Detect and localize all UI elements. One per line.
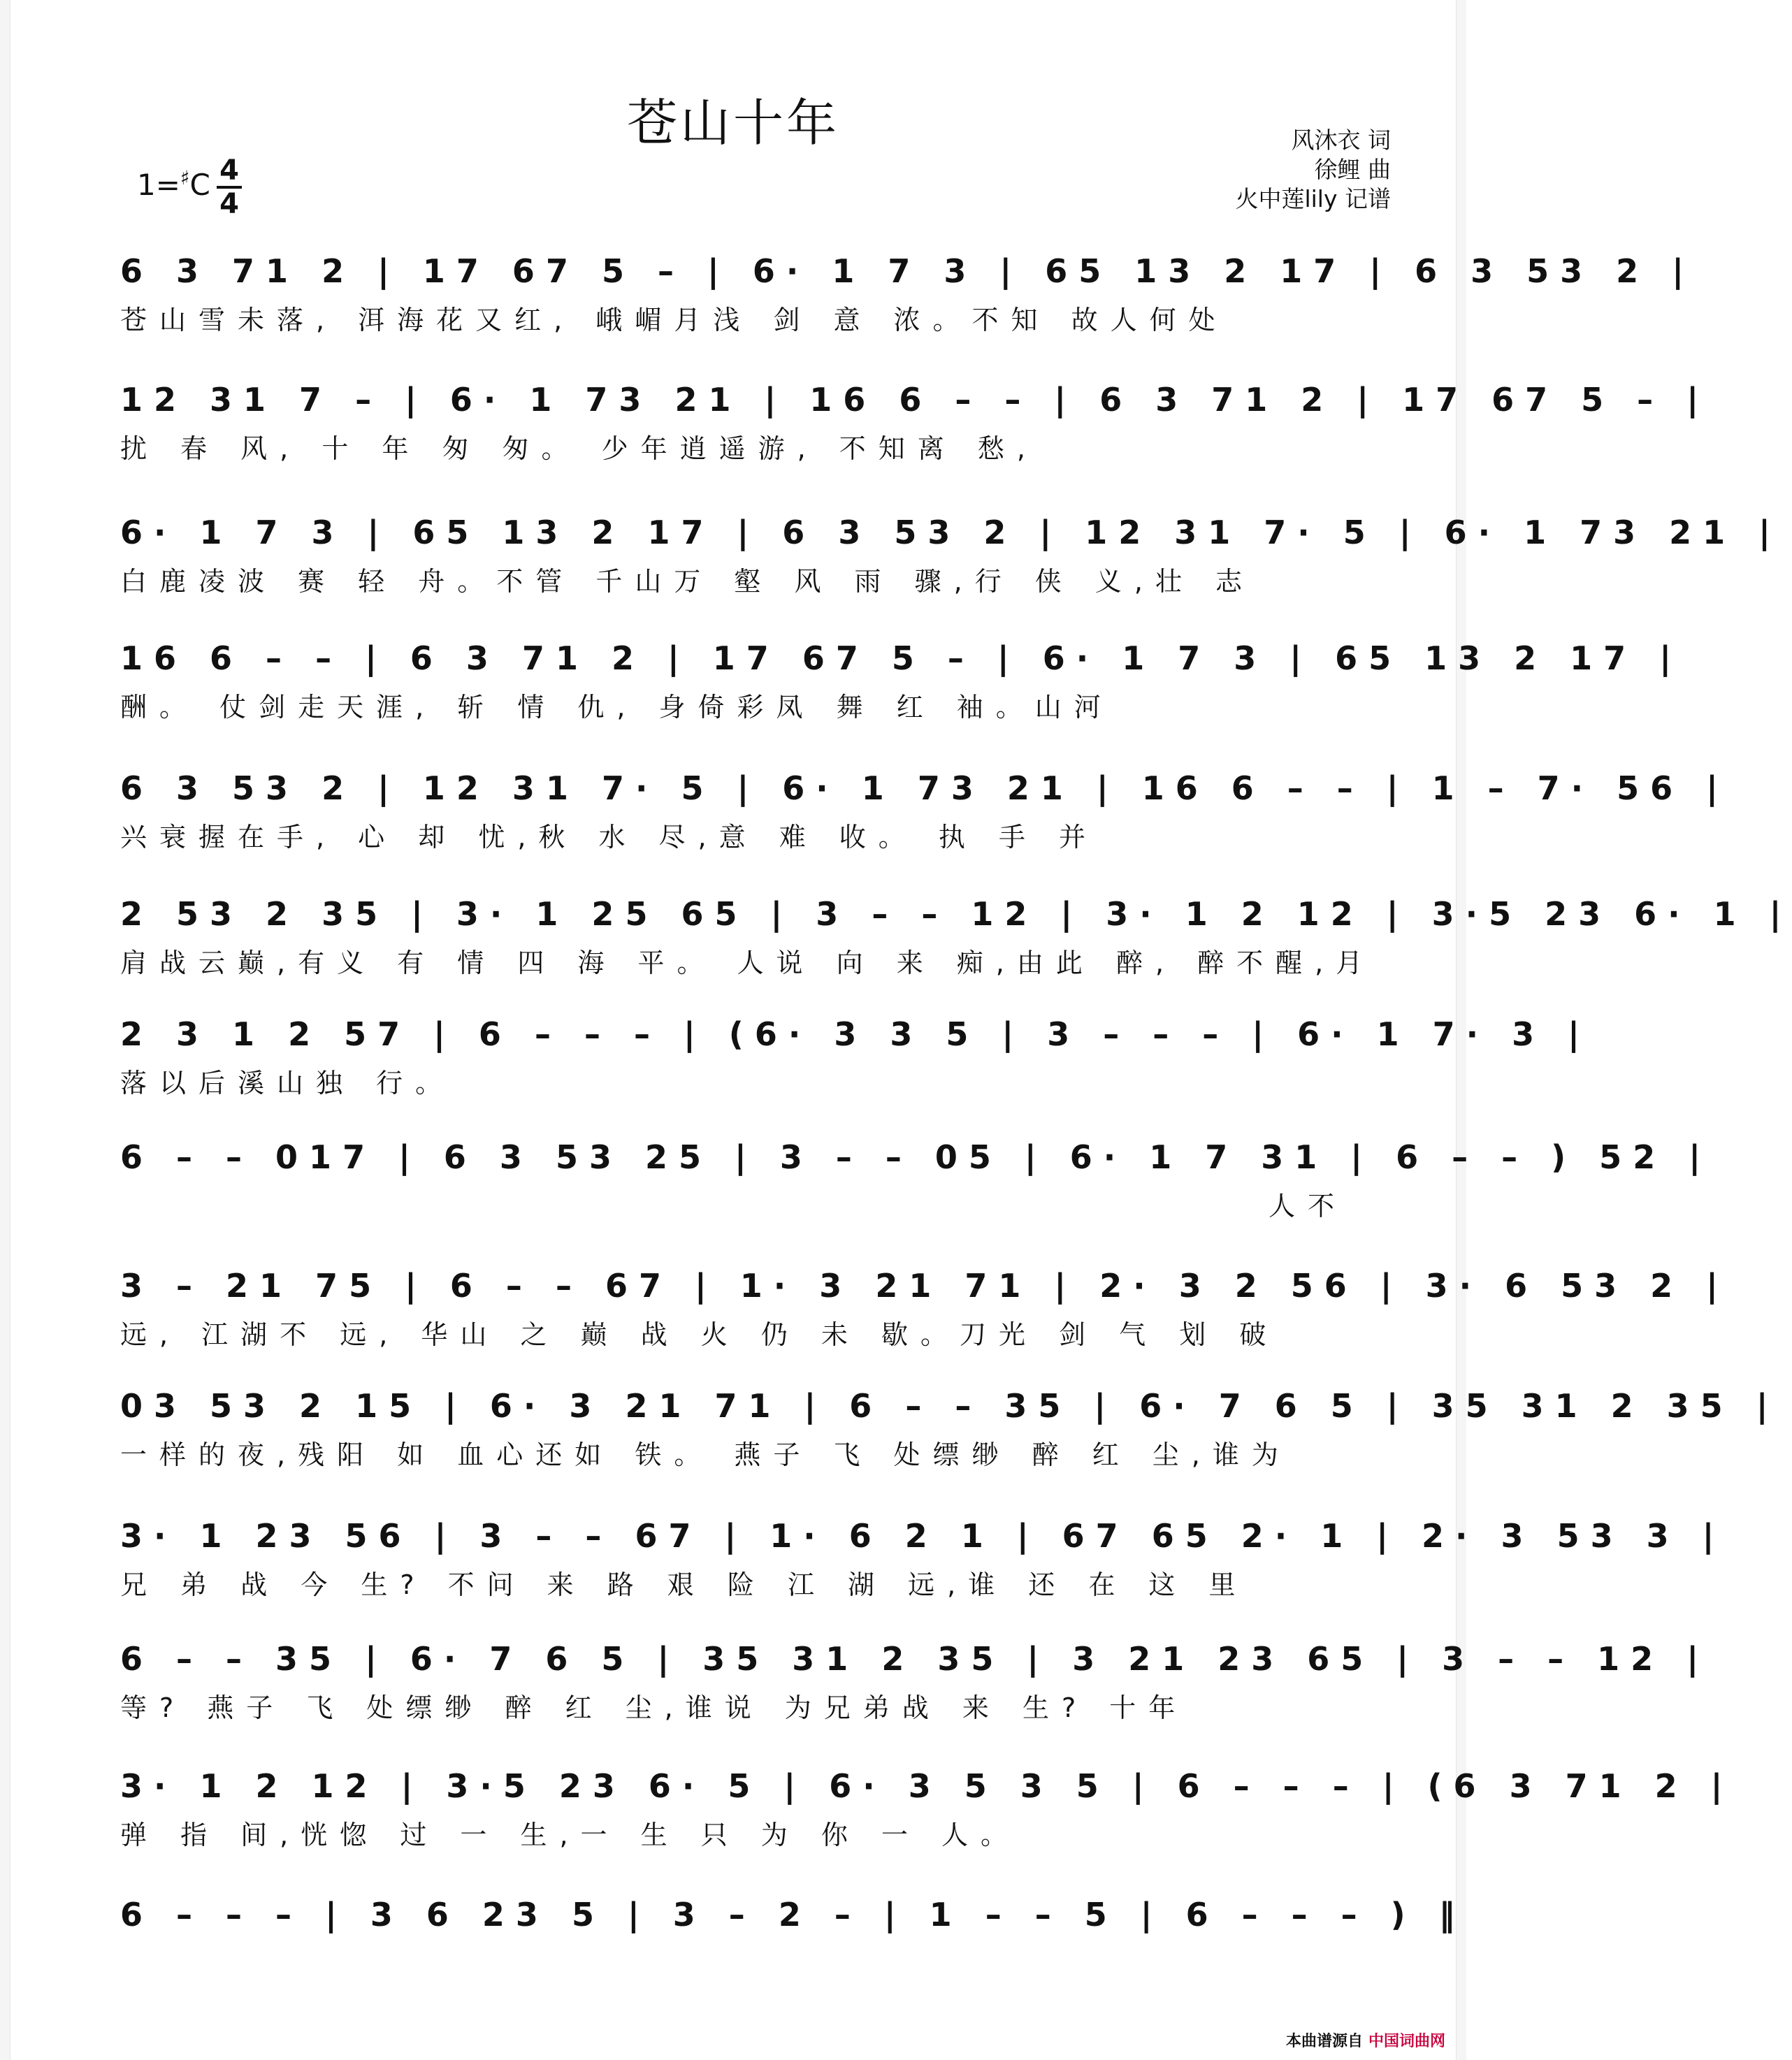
lyrics-line xyxy=(120,1944,1347,1983)
lyrics-line: 扰 春 风, 十 年 匆 匆。 少年逍遥游, 不知离 愁, xyxy=(120,433,1038,464)
score-row xyxy=(120,1758,1734,1877)
notation-line: 03 53 2 15 | 6· 3 21 71 | 6 – – 35 | 6· 7 6 5 | 35 31 2 35 | xyxy=(120,1387,1779,1425)
score-row xyxy=(120,1258,1729,1377)
score-row xyxy=(120,505,1782,623)
notation-line: 6 – – 017 | 6 3 53 25 | 3 – – 05 | 6· 1 7 31 | 6 – – ) 52 | xyxy=(120,1138,1712,1176)
composer-credit: 徐鲤 曲 xyxy=(1314,156,1391,183)
time-denominator: 4 xyxy=(219,188,239,220)
notation-line: 3· 1 2 12 | 3·5 23 6· 5 | 6· 3 5 3 5 | 6 – – – | (6 3 71 2 | xyxy=(120,1767,1734,1805)
notation-line: 6 3 53 2 | 12 31 7· 5 | 6· 1 73 21 | 16 6 – – | 1 – 7· 56 | xyxy=(120,769,1729,807)
notation-line: 2 53 2 35 | 3· 1 25 65 | 3 – – 12 | 3· 1 2 12 | 3·5 23 6· 1 | xyxy=(120,895,1792,933)
notation-line: 3 – 21 75 | 6 – – 67 | 1· 3 21 71 | 2· 3 2 56 | 3· 6 53 2 | xyxy=(120,1267,1729,1305)
source-footer xyxy=(1286,2029,1445,2051)
notation-line: 3· 1 23 56 | 3 – – 67 | 1· 6 2 1 | 67 65 2· 1 | 2· 3 53 3 | xyxy=(120,1517,1726,1555)
site-link[interactable]: 中国词曲网 xyxy=(1368,2033,1445,2050)
score-row xyxy=(120,1378,1779,1497)
sharp-sign: ♯ xyxy=(180,166,190,189)
lyrics-line: 远, 江湖不 远, 华山 之 巅 战 火 仍 未 歇。刀光 剑 气 划 破 xyxy=(120,1319,1279,1350)
score-row xyxy=(120,1887,1466,2005)
score-row xyxy=(120,372,1710,491)
lyrics-line: 白鹿凌波 赛 轻 舟。不管 千山万 壑 风 雨 骤,行 侠 义,壮 志 xyxy=(120,566,1255,597)
notation-line: 6 3 71 2 | 17 67 5 – | 6· 1 7 3 | 65 13 2 17 | 6 3 53 2 | xyxy=(120,252,1696,290)
score-row xyxy=(120,630,1682,749)
key-note: C xyxy=(189,168,210,202)
transcriber-credit: 火中莲lily 记谱 xyxy=(1235,185,1391,212)
score-row xyxy=(120,1129,1712,1248)
score-row xyxy=(120,1631,1710,1750)
lyrics-line: 落以后溪山独 行。 xyxy=(120,1068,455,1098)
score-row xyxy=(120,886,1792,1005)
lyrics-line: 兄 弟 战 今 生? 不问 来 路 艰 险 江 湖 远,谁 还 在 这 里 xyxy=(120,1569,1248,1600)
lyrics-line: 酬。 仗剑走天涯, 斩 情 仇, 身倚彩凤 舞 红 袖。山河 xyxy=(120,692,1113,723)
score-row xyxy=(120,1508,1726,1627)
lyrics-line: 肩战云巅,有义 有 情 四 海 平。 人说 向 来 痴,由此 醉, 醉不醒,月 xyxy=(120,948,1375,978)
notation-line: 6· 1 7 3 | 65 13 2 17 | 6 3 53 2 | 12 31 7· 5 | 6· 1 73 21 | xyxy=(120,514,1782,551)
lyrics-line: 弹 指 间,恍惚 过 一 生,一 生 只 为 你 一 人。 xyxy=(120,1820,1020,1850)
lyrics-line: 一样的夜,残阳 如 血心还如 铁。 燕子 飞 处缥缈 醉 红 尘,谁为 xyxy=(120,1439,1291,1470)
lyrics-line: 兴衰握在手, 心 却 忧,秋 水 尽,意 难 收。 执 手 并 xyxy=(120,822,1099,853)
notation-line: 16 6 – – | 6 3 71 2 | 17 67 5 – | 6· 1 7 3 | 65 13 2 17 | xyxy=(120,639,1682,677)
notation-line: 6 – – 35 | 6· 7 6 5 | 35 31 2 35 | 3 21 23 65 | 3 – – 12 | xyxy=(120,1640,1710,1678)
notation-line: 6 – – – | 3 6 23 5 | 3 – 2 – | 1 – – 5 | 6 – – – ) ‖ xyxy=(120,1896,1466,1934)
song-title: 苍山十年 xyxy=(626,94,839,152)
score-row xyxy=(120,760,1729,879)
score-row xyxy=(120,1006,1591,1125)
lyrics-line: 等? 燕子 飞 处缥缈 醉 红 尘,谁说 为兄弟战 来 生? 十年 xyxy=(120,1692,1188,1723)
lyrics-line: 苍山雪未落, 洱海花又红, 峨嵋月浅 剑 意 浓。不知 故人何处 xyxy=(120,305,1228,335)
lyricist-credit: 风沐衣 词 xyxy=(1291,126,1391,154)
time-numerator: 4 xyxy=(217,155,242,189)
notation-line: 12 31 7 – | 6· 1 73 21 | 16 6 – – | 6 3 71 2 | 17 67 5 – | xyxy=(120,381,1710,419)
notation-line: 2 3 1 2 57 | 6 – – – | (6· 3 3 5 | 3 – – – | 6· 1 7· 3 | xyxy=(120,1015,1591,1053)
score-row xyxy=(120,243,1696,362)
key-prefix: 1= xyxy=(137,168,180,202)
lyrics-line: 人不 xyxy=(1268,1191,1347,1221)
source-label: 本曲谱源自 xyxy=(1285,2033,1363,2050)
